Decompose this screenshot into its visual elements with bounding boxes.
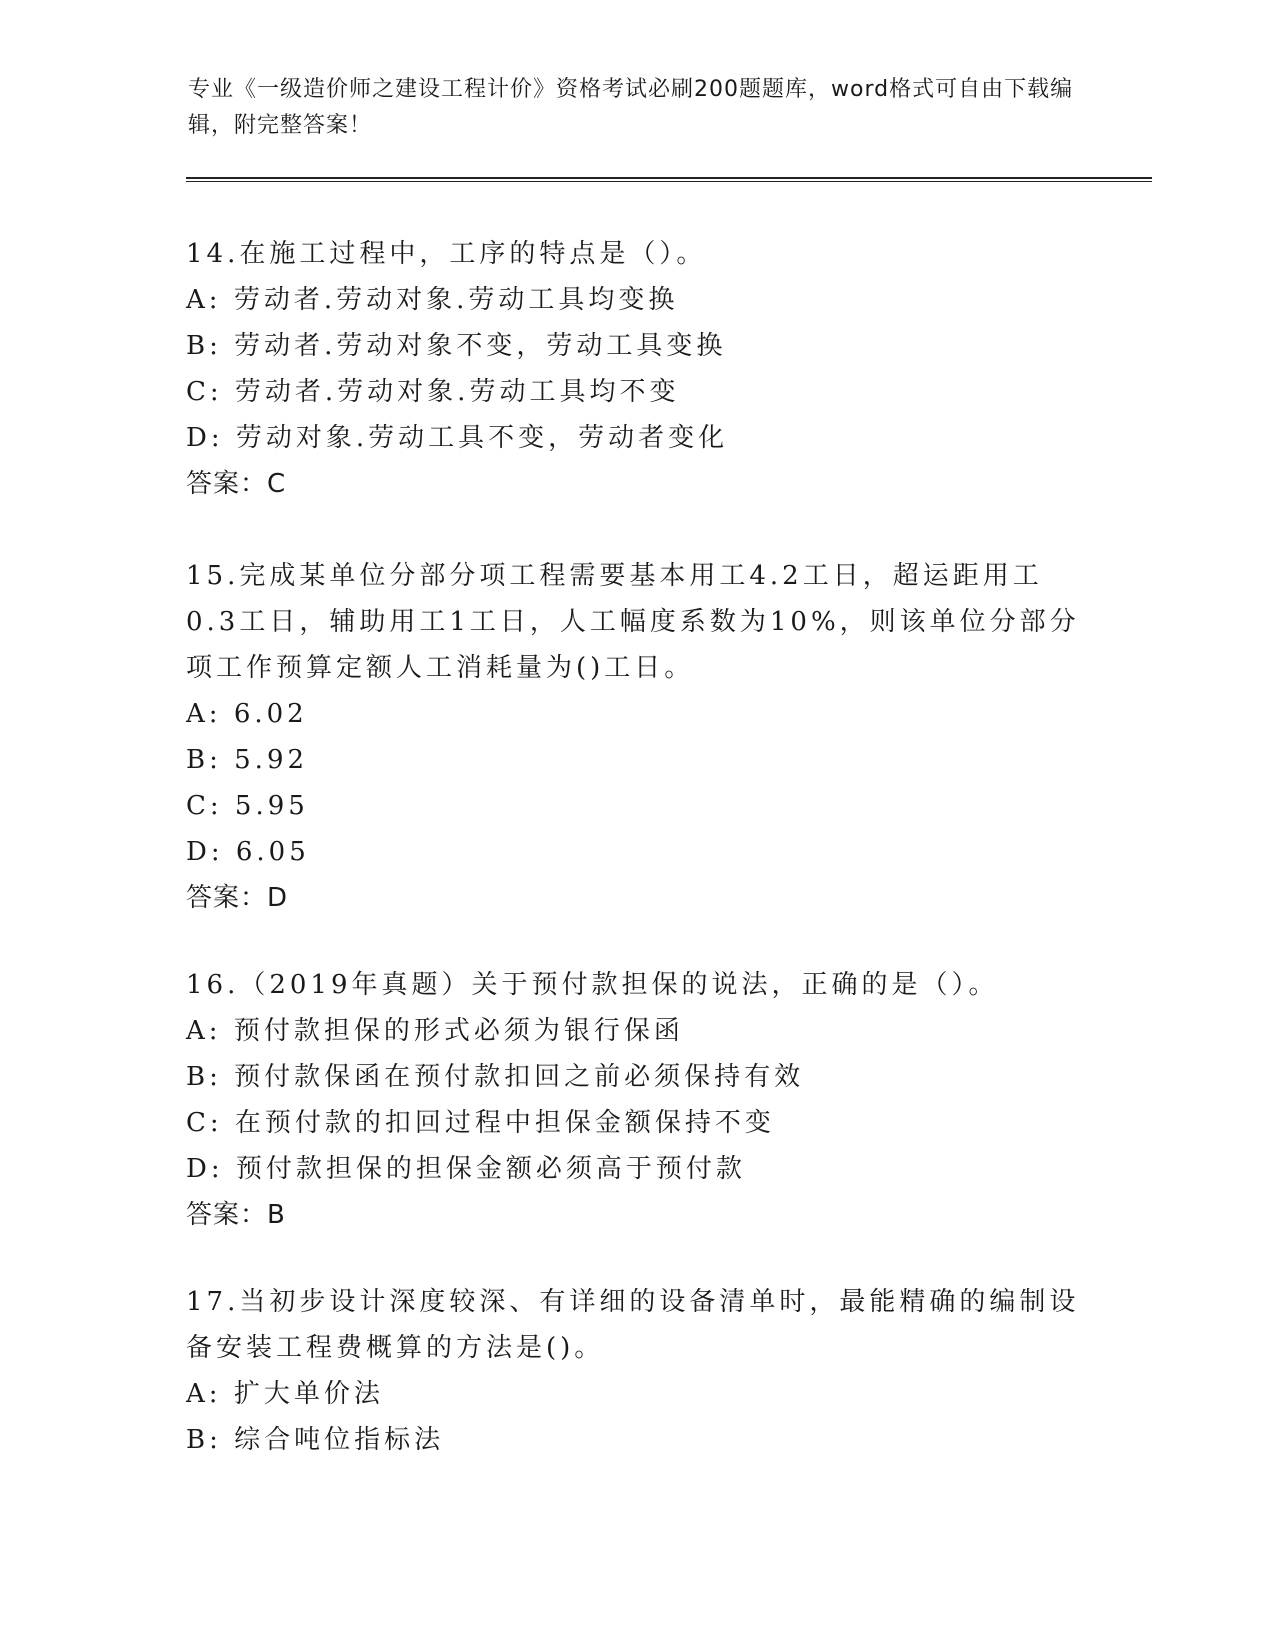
option-text: 预付款保函在预付款扣回之前必须保持有效: [234, 1062, 805, 1092]
option-text: 扩大单价法: [233, 1379, 384, 1409]
question-stem: 17.当初步设计深度较深、有详细的设备清单时，最能精确的编制设备安装工程费概算的方法是()。: [186, 1287, 1080, 1363]
option-text: 在预付款的扣回过程中担保金额保持不变: [234, 1108, 775, 1138]
option-label: D:: [186, 423, 224, 453]
option-text: 劳动者.劳动对象.劳动工具均变换: [233, 285, 679, 315]
option-b: [186, 323, 1106, 369]
option-d: [186, 1146, 1106, 1192]
answer: 答案：D: [186, 883, 289, 913]
option-d: [186, 415, 1106, 461]
option-label: A:: [186, 1379, 222, 1409]
header-divider-thin: [186, 181, 1152, 182]
option-text: 5.92: [234, 745, 309, 775]
option-a: [186, 277, 1106, 323]
option-text: 6.02: [233, 699, 308, 729]
option-text: 预付款担保的形式必须为银行保函: [233, 1016, 684, 1046]
question-stem: 15.完成某单位分部分项工程需要基本用工4.2工日，超运距用工0.3工日，辅助用工1工日，人工幅度系数为10%，则该单位分部分项工作预算定额人工消耗量为()工日。: [186, 561, 1080, 683]
question-stem: 14.在施工过程中，工序的特点是（）。: [186, 239, 707, 269]
question-17: [186, 1279, 1106, 1463]
question-16: [186, 962, 1106, 1238]
option-b: [186, 737, 1106, 783]
answer: 答案：C: [186, 469, 287, 499]
option-text: 6.05: [235, 837, 310, 867]
option-text: 综合吨位指标法: [234, 1425, 445, 1455]
option-a: [186, 1371, 1106, 1417]
option-label: C:: [186, 377, 223, 407]
question-15: [186, 553, 1106, 921]
option-label: B:: [186, 331, 222, 361]
option-label: B:: [186, 1425, 222, 1455]
option-label: A:: [186, 1016, 222, 1046]
option-label: D:: [186, 1154, 224, 1184]
header-divider: [186, 177, 1152, 179]
option-text: 预付款担保的担保金额必须高于预付款: [235, 1154, 746, 1184]
answer: 答案：B: [186, 1200, 286, 1230]
option-b: [186, 1054, 1106, 1100]
question-14: [186, 231, 1106, 507]
option-text: 劳动者.劳动对象不变，劳动工具变换: [234, 331, 727, 361]
option-text: 劳动者.劳动对象.劳动工具均不变: [234, 377, 680, 407]
option-label: C:: [186, 1108, 223, 1138]
option-c: [186, 783, 1106, 829]
option-text: 5.95: [234, 791, 309, 821]
option-a: [186, 1008, 1106, 1054]
option-b: [186, 1417, 1106, 1463]
option-label: B:: [186, 1062, 222, 1092]
option-label: C:: [186, 791, 223, 821]
option-label: A:: [186, 699, 222, 729]
document-header: 专业《一级造价师之建设工程计价》资格考试必刷200题题库，word格式可自由下载编辑，附完整答案！: [188, 77, 1074, 138]
option-text: 劳动对象.劳动工具不变，劳动者变化: [235, 423, 729, 453]
question-stem: 16.（2019年真题）关于预付款担保的说法，正确的是（）。: [186, 970, 999, 1000]
option-label: B:: [186, 745, 222, 775]
option-c: [186, 369, 1106, 415]
option-d: [186, 829, 1106, 875]
option-label: D:: [186, 837, 224, 867]
option-c: [186, 1100, 1106, 1146]
option-a: [186, 691, 1106, 737]
option-label: A:: [186, 285, 222, 315]
